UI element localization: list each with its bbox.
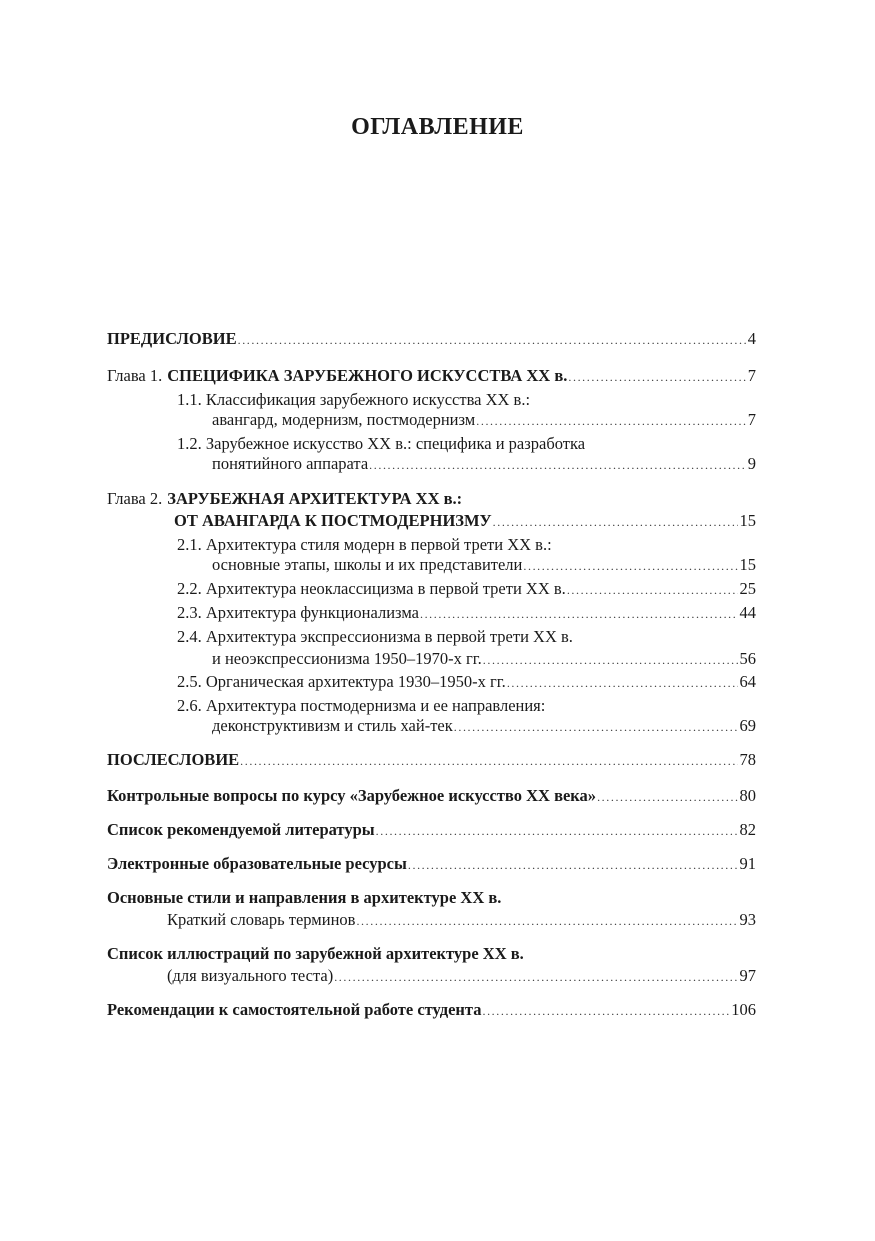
toc-section-2-4-line1[interactable] [177,625,756,648]
toc-entry-label-continued: Краткий словарь терминов [167,910,356,929]
page-number: 25 [739,579,756,598]
dot-leader [334,966,737,989]
dot-leader [408,854,738,877]
dot-leader [369,454,746,477]
toc-entry-chapter-1[interactable] [107,364,756,387]
toc-entry-label: Основные стили и направления в архитектуре ХХ в. [107,888,502,907]
toc-section-1-1-line2[interactable] [212,408,756,431]
section-title: 2.3. Архитектура функционализма [177,603,419,622]
toc-entry-recommendations[interactable] [107,998,756,1021]
page-number: 69 [739,716,756,735]
toc-entry-styles-line1[interactable] [107,886,756,909]
page-number: 97 [739,966,756,985]
page-number: 15 [739,555,756,574]
dot-leader [238,329,746,352]
section-title-continued: авангард, модернизм, постмодернизм [212,410,476,429]
dot-leader [356,910,737,933]
dot-leader [420,603,738,626]
toc-section-2-3[interactable] [177,601,756,624]
section-title: 2.2. Архитектура неоклассицизма в первой трети ХХ в. [177,579,566,598]
dot-leader [567,579,738,602]
section-title-continued: деконструктивизм и стиль хай-тек [212,716,453,735]
toc-section-2-1-line2[interactable] [212,553,756,576]
chapter-title: СПЕЦИФИКА ЗАРУБЕЖНОГО ИСКУССТВА ХХ в. [167,366,568,385]
section-title-continued: понятийного аппарата [212,454,369,473]
toc-entry-label: Электронные образовательные ресурсы [107,854,407,873]
dot-leader [476,410,746,433]
dot-leader [493,511,738,534]
toc-entry-illustrations-line2[interactable] [167,964,756,987]
section-title: 2.4. Архитектура экспрессионизма в первой трети ХХ в. [177,627,573,646]
page-number: 15 [739,511,756,530]
chapter-prefix: Глава 2. [107,489,163,508]
page-number: 7 [747,410,756,429]
toc-entry-label: ПОСЛЕСЛОВИЕ [107,750,240,769]
dot-leader [523,555,737,578]
toc-entry-label: Контрольные вопросы по курсу «Зарубежное искусство ХХ века» [107,786,597,805]
page-number: 4 [747,329,756,348]
chapter-title-continued: ОТ АВАНГАРДА К ПОСТМОДЕРНИЗМУ [174,511,492,530]
toc-entry-illustrations-line1[interactable] [107,942,756,965]
section-title: 1.1. Классификация зарубежного искусства ХХ в.: [177,390,531,409]
toc-entry-chapter-2-line2[interactable] [174,509,756,532]
toc-section-2-2[interactable] [177,577,756,600]
page-number: 106 [731,1000,756,1019]
toc-section-2-5[interactable] [177,670,756,693]
dot-leader [240,750,737,773]
page-number: 56 [739,649,756,668]
toc-entry-styles-line2[interactable] [167,908,756,931]
page-number: 7 [747,366,756,385]
toc-entry-label-continued: (для визуального теста) [167,966,334,985]
section-title: 1.2. Зарубежное искусство ХХ в.: специфика и разработка [177,434,586,453]
page-number: 9 [747,454,756,473]
toc-section-2-6-line2[interactable] [212,714,756,737]
dot-leader [568,366,745,389]
toc-entry-questions[interactable] [107,784,756,807]
chapter-prefix: Глава 1. [107,366,163,385]
toc-entry-chapter-2-line1[interactable] [107,487,756,510]
section-title: 2.5. Органическая архитектура 1930–1950-х гг. [177,672,506,691]
page-number: 80 [739,786,756,805]
toc-entry-preface[interactable] [107,327,756,350]
dot-leader [597,786,737,809]
page-number: 82 [739,820,756,839]
dot-leader [507,672,738,695]
page-number: 93 [739,910,756,929]
page-number: 91 [739,854,756,873]
dot-leader [376,820,738,843]
dot-leader [482,1000,729,1023]
toc-entry-eresources[interactable] [107,852,756,875]
page-number: 44 [739,603,756,622]
toc-entry-label: ПРЕДИСЛОВИЕ [107,329,237,348]
page-number: 78 [739,750,756,769]
toc-entry-literature[interactable] [107,818,756,841]
page-title: ОГЛАВЛЕНИЕ [351,114,524,140]
toc-entry-label: Список иллюстраций по зарубежной архитектуре ХХ в. [107,944,524,963]
toc-section-1-2-line2[interactable] [212,452,756,475]
dot-leader [483,649,738,672]
section-title: 2.1. Архитектура стиля модерн в первой трети ХХ в.: [177,535,552,554]
toc-entry-afterword[interactable] [107,748,756,771]
toc-section-2-4-line2[interactable] [212,647,756,670]
toc-entry-label: Список рекомендуемой литературы [107,820,375,839]
section-title: 2.6. Архитектура постмодернизма и ее направления: [177,696,546,715]
chapter-title: ЗАРУБЕЖНАЯ АРХИТЕКТУРА ХХ в.: [167,489,463,508]
section-title-continued: основные этапы, школы и их представители [212,555,523,574]
dot-leader [454,716,738,739]
page-number: 64 [739,672,756,691]
toc-entry-label: Рекомендации к самостоятельной работе студента [107,1000,482,1019]
section-title-continued: и неоэкспрессионизма 1950–1970-х гг. [212,649,482,668]
